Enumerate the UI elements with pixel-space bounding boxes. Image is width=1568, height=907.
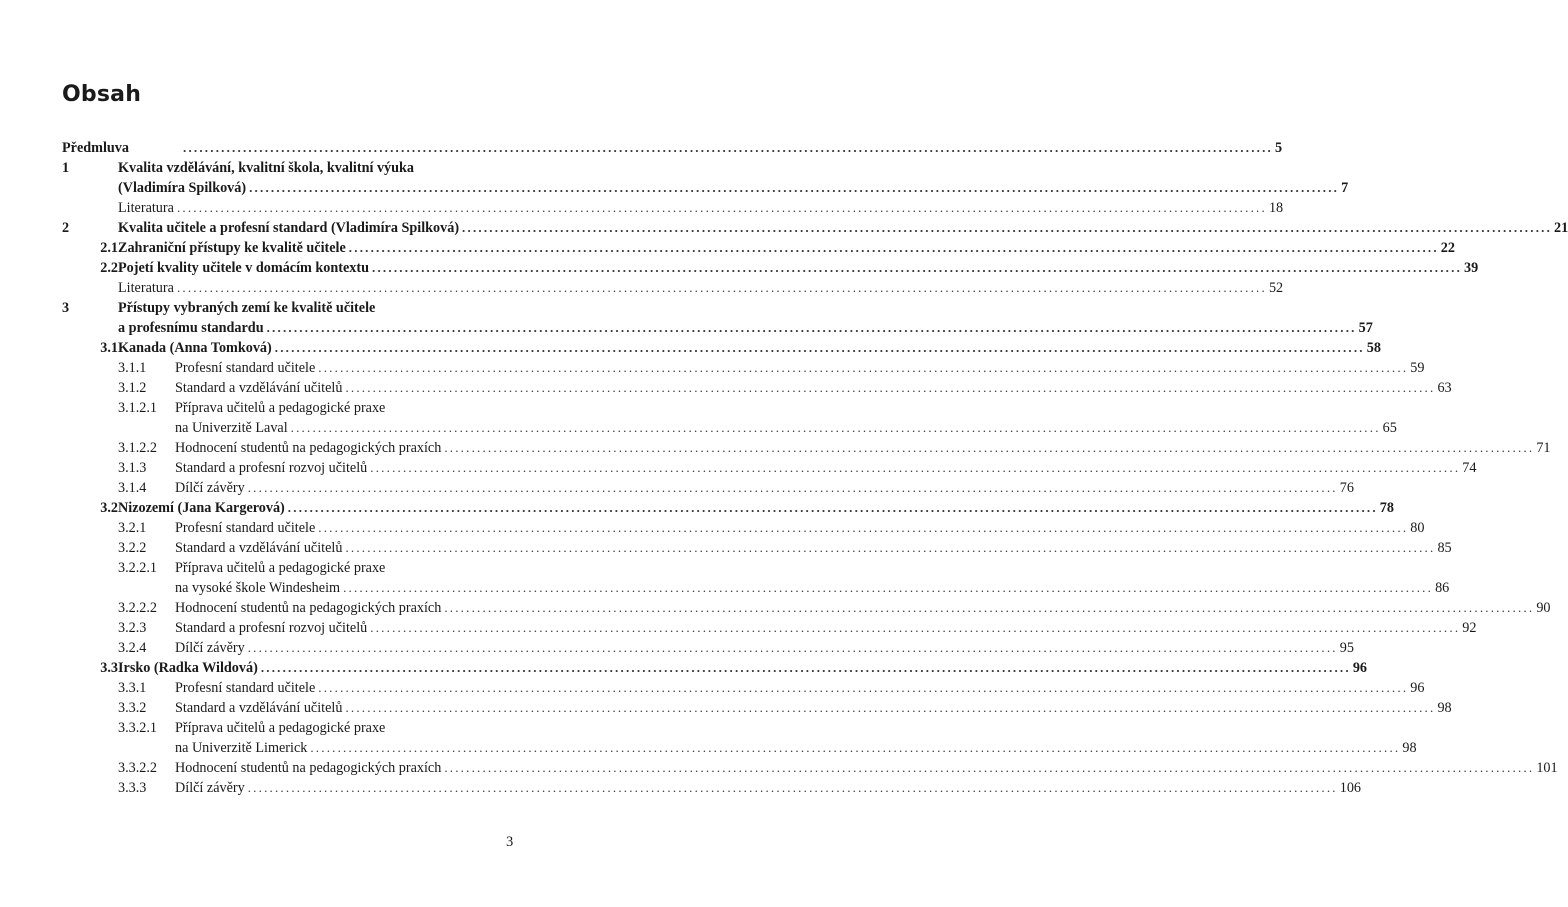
toc-entry-title: Literatura <box>118 280 174 296</box>
toc-entry-number: 3.1.3 <box>118 460 147 476</box>
toc-entry-page: 98 <box>1437 700 1452 716</box>
toc-entry-number: 2 <box>62 220 70 236</box>
toc-entry-title: (Vladimíra Spilková) <box>118 180 247 196</box>
toc-entry <box>62 618 1477 638</box>
dot-leader: ........................................................................................................................................................................................................ <box>318 360 1409 375</box>
dot-leader: ........................................................................................................................................................................................................ <box>444 600 1535 615</box>
toc-entry <box>62 218 1568 238</box>
toc-entry <box>62 778 1361 798</box>
dot-leader: ........................................................................................................................................................................................................ <box>274 340 1365 355</box>
toc-entry-title: Hodnocení studentů na pedagogických praxích <box>175 440 442 456</box>
dot-leader: ........................................................................................................................................................................................................ <box>345 540 1436 555</box>
toc-entry-number: 3.1.4 <box>118 480 147 496</box>
toc-entry-number: 3.2.2 <box>118 540 147 556</box>
toc-entry-number: 3.1 <box>100 340 118 356</box>
toc-entry-page: 80 <box>1410 520 1425 536</box>
toc-entry-title: Předmluva <box>62 140 129 156</box>
toc-entry <box>62 518 1425 538</box>
toc-entry-page: 78 <box>1379 500 1394 516</box>
dot-leader: ........................................................................................................................................................................................................ <box>462 220 1553 235</box>
toc-entry-title: a profesnímu standardu <box>118 320 264 336</box>
toc-entry <box>62 358 1425 378</box>
toc-entry-title: Příprava učitelů a pedagogické praxe <box>175 720 386 736</box>
dot-leader: ........................................................................................................................................................................................................ <box>370 620 1461 635</box>
dot-leader: ........................................................................................................................................................................................................ <box>444 440 1535 455</box>
toc-entry-page: 98 <box>1402 740 1417 756</box>
toc-entry-number: 3.3.2.2 <box>118 760 158 776</box>
toc-entry-title: Hodnocení studentů na pedagogických praxích <box>175 760 442 776</box>
toc-entry <box>62 158 515 178</box>
toc-entry-page: 85 <box>1437 540 1452 556</box>
dot-leader: ........................................................................................................................................................................................................ <box>247 640 1338 655</box>
toc-entry-page: 96 <box>1352 660 1367 676</box>
toc-entry <box>62 238 1455 258</box>
toc-entry-title: Irsko (Radka Wildová) <box>118 660 258 676</box>
toc-entry <box>62 138 1283 158</box>
toc-entry-page: 7 <box>1341 180 1349 196</box>
toc-entry-title: Standard a profesní rozvoj učitelů <box>175 620 368 636</box>
toc-entry <box>62 398 515 418</box>
toc-entry-title: Dílčí závěry <box>175 480 245 496</box>
toc-entry-number: 3.1.2.2 <box>118 440 158 456</box>
toc-entry <box>62 718 515 738</box>
dot-leader: ........................................................................................................................................................................................................ <box>345 700 1436 715</box>
dot-leader: ........................................................................................................................................................................................................ <box>348 240 1439 255</box>
toc-entry <box>62 298 515 318</box>
toc-entry-page: 95 <box>1339 640 1354 656</box>
toc-entry <box>62 738 1417 758</box>
toc-entry-page: 21 <box>1554 220 1568 236</box>
toc-entry-number: 3.3.2 <box>118 700 147 716</box>
toc-entry-page: 86 <box>1435 580 1450 596</box>
toc-entry-title: Standard a vzdělávání učitelů <box>175 540 343 556</box>
page-number: 3 <box>506 834 514 850</box>
toc-entry-number: 3.2.1 <box>118 520 147 536</box>
toc-entry-title: Zahraniční přístupy ke kvalitě učitele <box>118 240 346 256</box>
toc-entry-title: Nizozemí (Jana Kargerová) <box>118 500 285 516</box>
dot-leader: ........................................................................................................................................................................................................ <box>247 780 1338 795</box>
toc-entry-page: 5 <box>1275 140 1283 156</box>
toc-entry <box>62 258 1479 278</box>
toc-entry <box>62 558 515 578</box>
toc-entry-page: 96 <box>1410 680 1425 696</box>
dot-leader: ........................................................................................................................................................................................................ <box>176 280 1267 295</box>
dot-leader: ........................................................................................................................................................................................................ <box>318 680 1409 695</box>
dot-leader: ........................................................................................................................................................................................................ <box>183 140 1273 155</box>
toc-entry <box>62 678 1425 698</box>
toc-entry-title: Příprava učitelů a pedagogické praxe <box>175 400 386 416</box>
toc-entry <box>62 698 1452 718</box>
toc-entry-title: Pojetí kvality učitele v domácím kontextu <box>118 260 370 276</box>
toc-entry-title: Profesní standard učitele <box>175 520 316 536</box>
toc-entry-number: 3.2 <box>100 500 118 516</box>
toc-entry-page: 52 <box>1268 280 1284 296</box>
toc-entry-number: 2.1 <box>100 240 118 256</box>
toc-entry-page: 58 <box>1366 340 1381 356</box>
toc-entry-page: 65 <box>1382 420 1397 436</box>
toc-entry-page: 76 <box>1339 480 1354 496</box>
toc-entry-page: 22 <box>1440 240 1455 256</box>
toc-entry-page: 63 <box>1437 380 1452 396</box>
toc-entry-number: 3.2.2.2 <box>118 600 158 616</box>
toc-entry-page: 18 <box>1268 200 1284 216</box>
toc-entry-title: Profesní standard učitele <box>175 680 316 696</box>
table-of-contents <box>62 138 1568 798</box>
toc-entry-number: 3.3.2.1 <box>118 720 158 736</box>
toc-entry-number: 3.2.2.1 <box>118 560 158 576</box>
dot-leader: ........................................................................................................................................................................................................ <box>370 460 1461 475</box>
dot-leader: ........................................................................................................................................................................................................ <box>318 520 1409 535</box>
dot-leader: ........................................................................................................................................................................................................ <box>287 500 1378 515</box>
toc-entry <box>62 198 1284 218</box>
dot-leader: ........................................................................................................................................................................................................ <box>372 260 1463 275</box>
toc-entry-title: Dílčí závěry <box>175 640 245 656</box>
dot-leader: ........................................................................................................................................................................................................ <box>247 480 1338 495</box>
dot-leader: ........................................................................................................................................................................................................ <box>266 320 1357 335</box>
toc-entry-number: 3.1.2.1 <box>118 400 158 416</box>
toc-entry-number: 3.3 <box>100 660 118 676</box>
toc-entry-page: 74 <box>1462 460 1477 476</box>
toc-entry <box>62 538 1452 558</box>
toc-entry <box>62 598 1551 618</box>
dot-leader: ........................................................................................................................................................................................................ <box>444 760 1535 775</box>
toc-entry-page: 106 <box>1339 780 1361 796</box>
toc-entry-title: Kvalita vzdělávání, kvalitní škola, kvalitní výuka <box>118 160 415 176</box>
dot-leader: ........................................................................................................................................................................................................ <box>345 380 1436 395</box>
toc-entry-number: 1 <box>62 160 70 176</box>
toc-entry-page: 71 <box>1536 440 1551 456</box>
toc-entry <box>62 578 1450 598</box>
page-title: Obsah <box>62 82 142 107</box>
toc-entry-page: 90 <box>1536 600 1551 616</box>
dot-leader: ........................................................................................................................................................................................................ <box>260 660 1351 675</box>
toc-entry-title: Literatura <box>118 200 174 216</box>
toc-entry-page: 59 <box>1410 360 1425 376</box>
toc-entry-number: 3.1.2 <box>118 380 147 396</box>
toc-entry-number: 3.3.1 <box>118 680 147 696</box>
dot-leader: ........................................................................................................................................................................................................ <box>290 420 1381 435</box>
toc-entry-number: 3.2.4 <box>118 640 147 656</box>
toc-entry <box>62 478 1354 498</box>
dot-leader: ........................................................................................................................................................................................................ <box>176 200 1267 215</box>
toc-entry-number: 3 <box>62 300 70 316</box>
toc-entry-page: 101 <box>1536 760 1558 776</box>
toc-entry-page: 92 <box>1462 620 1477 636</box>
toc-entry <box>62 438 1551 458</box>
toc-entry-title: Standard a vzdělávání učitelů <box>175 700 343 716</box>
toc-entry-title: Dílčí závěry <box>175 780 245 796</box>
toc-entry <box>62 378 1452 398</box>
toc-entry <box>62 278 1284 298</box>
toc-entry-title: na Univerzitě Limerick <box>175 740 308 756</box>
toc-entry <box>62 658 1367 678</box>
dot-leader: ........................................................................................................................................................................................................ <box>249 180 1340 195</box>
toc-entry-title: Přístupy vybraných zemí ke kvalitě učitele <box>118 300 376 316</box>
toc-entry-title: Standard a vzdělávání učitelů <box>175 380 343 396</box>
toc-entry <box>62 418 1397 438</box>
toc-entry-title: Standard a profesní rozvoj učitelů <box>175 460 368 476</box>
toc-entry <box>62 758 1558 778</box>
toc-entry-number: 3.3.3 <box>118 780 147 796</box>
toc-entry <box>62 178 1349 198</box>
toc-entry-page: 57 <box>1358 320 1373 336</box>
toc-entry-title: na Univerzitě Laval <box>175 420 288 436</box>
toc-entry-number: 3.2.3 <box>118 620 147 636</box>
toc-entry-title: Profesní standard učitele <box>175 360 316 376</box>
toc-entry <box>62 318 1373 338</box>
toc-entry-number: 3.1.1 <box>118 360 147 376</box>
toc-entry-title: Příprava učitelů a pedagogické praxe <box>175 560 386 576</box>
toc-entry-number: 2.2 <box>100 260 118 276</box>
toc-entry <box>62 458 1477 478</box>
toc-entry-title: na vysoké škole Windesheim <box>175 580 341 596</box>
toc-entry-page: 39 <box>1464 260 1479 276</box>
toc-entry-title: Kanada (Anna Tomková) <box>118 340 272 356</box>
dot-leader: ........................................................................................................................................................................................................ <box>310 740 1401 755</box>
toc-entry-title: Kvalita učitele a profesní standard (Vladimíra Spilková) <box>118 220 460 236</box>
toc-entry-title: Hodnocení studentů na pedagogických praxích <box>175 600 442 616</box>
toc-entry <box>62 498 1394 518</box>
toc-entry <box>62 638 1354 658</box>
dot-leader: ........................................................................................................................................................................................................ <box>343 580 1434 595</box>
toc-entry <box>62 338 1381 358</box>
